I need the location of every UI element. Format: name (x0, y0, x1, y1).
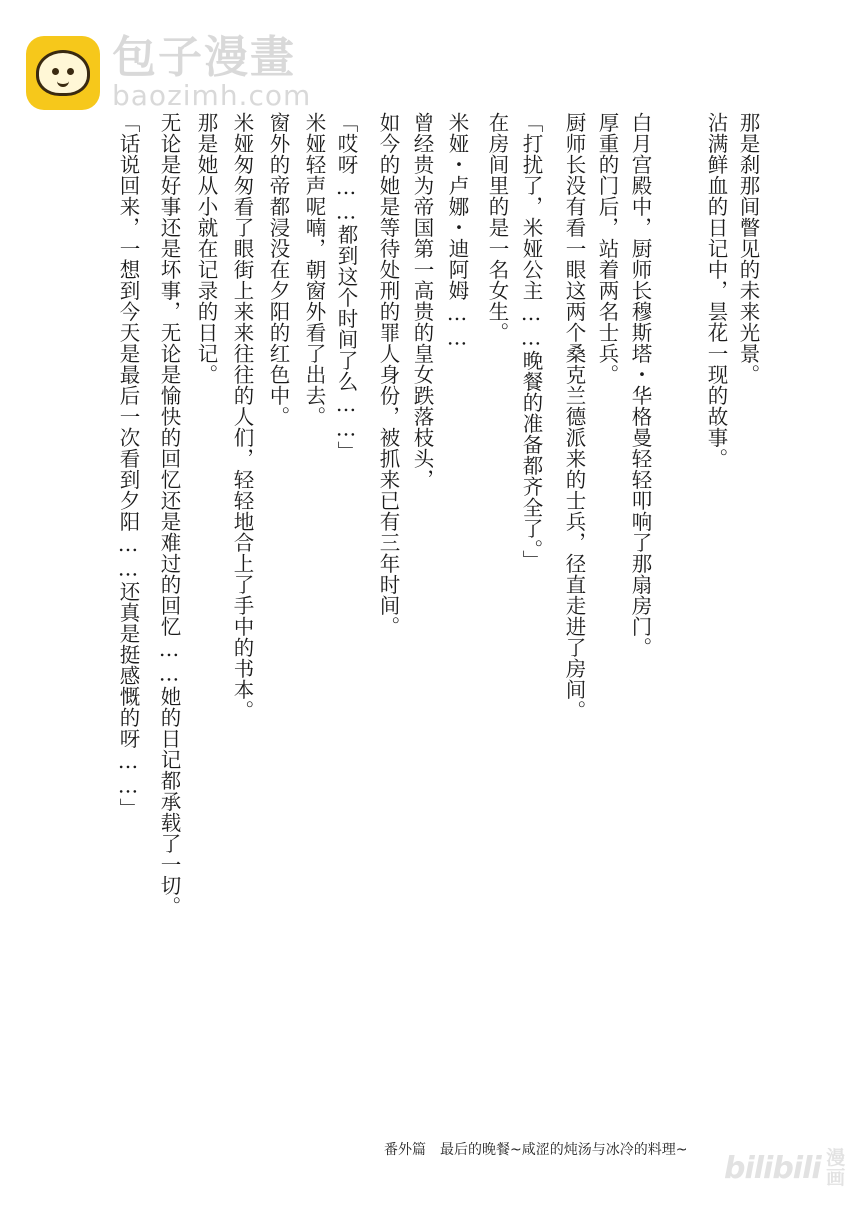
bilibili-manga-logo (724, 1148, 847, 1188)
text-column: 在房间里的是一名女生。 (485, 112, 509, 343)
text-column: 米娅轻声呢喃，朝窗外看了出去。 (302, 112, 326, 427)
text-column: 无论是好事还是坏事，无论是愉快的回忆还是难过的回忆……她的日记都承载了一切。 (157, 112, 181, 917)
text-column: 厨师长没有看一眼这两个桑克兰德派来的士兵，径直走进了房间。 (562, 112, 586, 721)
chapter-footer: 番外篇 最后的晚餐~咸涩的炖汤与冰冷的料理~ (384, 1142, 688, 1158)
text-column: 「话说回来，一想到今天是最后一次看到夕阳……还真是挺感慨的呀……」 (116, 112, 140, 819)
text-column: 「哎呀……都到这个时间了么……」 (334, 112, 358, 462)
text-column: 那是刹那间瞥见的未来光景。 (736, 112, 760, 385)
text-column: 「打扰了，米娅公主……晚餐的准备都齐全了。」 (519, 112, 543, 571)
text-column: 曾经贵为帝国第一高贵的皇女跌落枝头， (410, 112, 434, 490)
logo-url: baozimh.com (112, 79, 312, 112)
text-column: 窗外的帝都浸没在夕阳的红色中。 (266, 112, 290, 427)
baozimh-logo (26, 32, 312, 112)
text-column: 米娅匆匆看了眼街上来来往往的人们，轻轻地合上了手中的书本。 (230, 112, 254, 721)
text-column: 厚重的门后，站着两名士兵。 (595, 112, 619, 385)
manga-wordmark: 漫画 (826, 1147, 846, 1189)
logo-text (112, 32, 312, 112)
bilibili-wordmark: bilibili (724, 1150, 821, 1186)
bun-mascot-icon (26, 36, 100, 110)
text-column: 白月宫殿中，厨师长穆斯塔・华格曼轻轻叩响了那扇房门。 (628, 112, 652, 658)
text-column: 那是她从小就在记录的日记。 (194, 112, 218, 385)
logo-title: 包子漫畫 (112, 32, 296, 83)
text-column: 沾满鲜血的日记中，昙花一现的故事。 (704, 112, 728, 469)
text-column: 米娅・卢娜・迪阿姆…… (445, 112, 469, 350)
text-column: 如今的她是等待处刑的罪人身份，被抓来已有三年时间。 (376, 112, 400, 637)
